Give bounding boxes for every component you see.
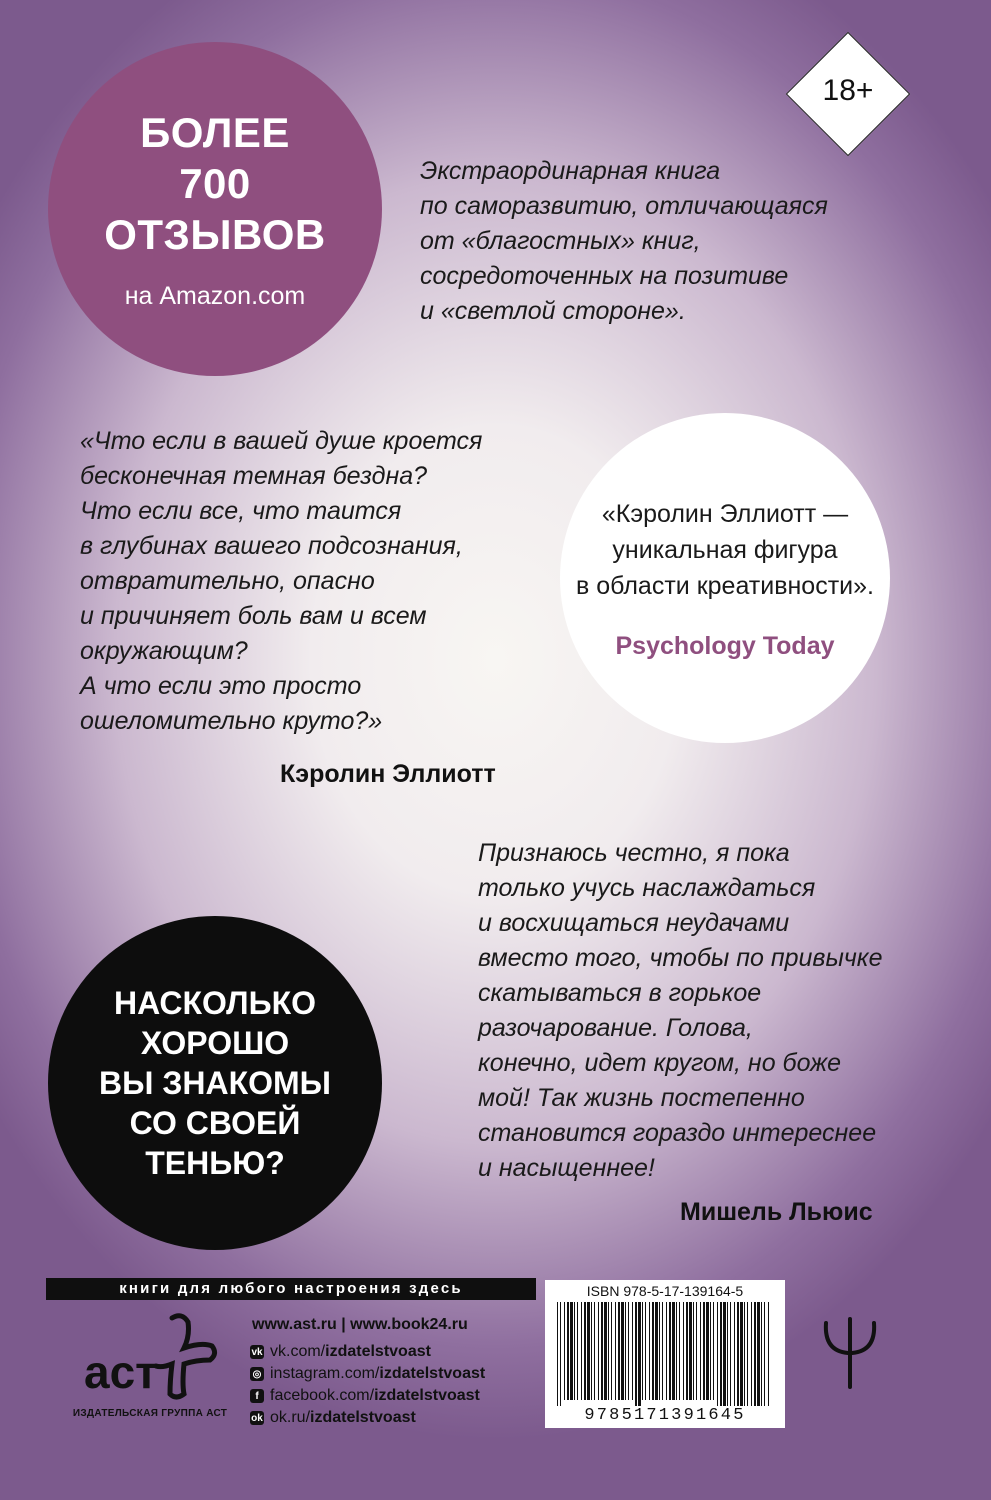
barcode-icon <box>555 1302 775 1406</box>
press-quote-circle <box>560 413 890 743</box>
barcode-bar <box>604 1302 607 1400</box>
barcode-bar <box>632 1302 633 1400</box>
ok-icon: ok <box>251 1412 263 1424</box>
psi-icon <box>820 1315 880 1390</box>
barcode-bar <box>740 1302 743 1406</box>
barcode-bar <box>757 1302 760 1406</box>
barcode-bar <box>655 1302 658 1400</box>
barcode-bar <box>570 1302 573 1400</box>
barcode-bar <box>683 1302 684 1400</box>
social-handle: izdatelstvoast <box>379 1365 486 1382</box>
ast-logo-icon <box>60 1308 240 1404</box>
social-handle: izdatelstvoast <box>310 1409 416 1426</box>
barcode-bar <box>581 1302 582 1400</box>
barcode-bar <box>642 1302 643 1400</box>
barcode-area <box>545 1280 785 1428</box>
barcode-bar <box>662 1302 663 1400</box>
reader-review-author: Мишель Льюис <box>680 1198 873 1226</box>
barcode-bar <box>689 1302 692 1400</box>
barcode-bar <box>710 1302 711 1400</box>
barcode-bar <box>764 1302 765 1406</box>
question-circle <box>48 916 382 1250</box>
barcode-bar <box>730 1302 731 1406</box>
isbn-text: ISBN 978-5-17-139164-5 <box>586 1283 744 1299</box>
ast-logo-text: аст <box>84 1346 158 1398</box>
barcode-bar <box>669 1302 671 1400</box>
question-line-5: ТЕНЬЮ? <box>145 1145 285 1181</box>
badge-line-1: БОЛЕЕ <box>140 109 290 156</box>
vk-icon: vk <box>251 1346 263 1358</box>
reviews-badge <box>48 42 382 376</box>
barcode-bar <box>564 1302 565 1400</box>
question-line-4: СО СВОЕЙ <box>129 1105 301 1141</box>
social-vk[interactable] <box>250 1343 431 1361</box>
ast-logo <box>60 1308 240 1404</box>
barcode-bar <box>717 1302 718 1406</box>
barcode-bar <box>672 1302 675 1400</box>
badge-sub: на Amazon.com <box>124 282 306 310</box>
question-line-3: ВЫ ЗНАКОМЫ <box>99 1065 331 1101</box>
question-line-1: НАСКОЛЬКО <box>113 985 317 1021</box>
facebook-icon: f <box>250 1389 264 1403</box>
barcode-bar <box>608 1302 609 1400</box>
social-facebook[interactable] <box>250 1387 480 1405</box>
social-instagram[interactable] <box>250 1365 485 1383</box>
ean-digits: 9785171391645 <box>584 1406 746 1425</box>
barcode-bar <box>601 1302 603 1400</box>
press-quote-source: Psychology Today <box>615 631 835 660</box>
publisher-sites[interactable]: www.ast.ru | www.book24.ru <box>252 1316 468 1333</box>
barcode-bar <box>560 1302 561 1406</box>
barcode-bar <box>638 1302 641 1406</box>
barcode-bar <box>720 1302 722 1406</box>
book-blurb: Экстраординарная книга по саморазвитию, отличающаяся от «благостных» книг, сосредоточенных на позитиве и «светлой стороне». <box>420 157 828 325</box>
social-prefix: instagram.com/ <box>270 1365 380 1382</box>
barcode-bar <box>700 1302 701 1400</box>
barcode-bar <box>621 1302 624 1400</box>
author-quote-name: Кэролин Эллиотт <box>280 760 496 788</box>
press-quote-line-2: уникальная фигура <box>612 535 838 564</box>
barcode-bar <box>652 1302 654 1400</box>
badge-line-3: ОТЗЫВОВ <box>104 211 326 258</box>
barcode-bar <box>713 1302 714 1400</box>
barcode-bar <box>645 1302 646 1400</box>
slogan-bar: книги для любого настроения здесь <box>46 1278 536 1300</box>
author-quote: «Что если в вашей душе кроется бесконечная темная бездна? Что если все, что таится в глубинах вашего подсознания, отвратительно, опасно и причиняет боль вам и всем окружающим? А что если это просто ошеломительно круто?» <box>80 427 483 735</box>
barcode-bar <box>744 1302 745 1406</box>
barcode-bar <box>768 1302 769 1406</box>
barcode-bar <box>727 1302 728 1406</box>
barcode-bar <box>666 1302 667 1400</box>
barcode-bar <box>723 1302 726 1406</box>
barcode-bar <box>594 1302 595 1400</box>
barcode-bar <box>598 1302 599 1400</box>
reader-review: Признаюсь честно, я пока только учусь наслаждаться и восхищаться неудачами вместо того, чтобы по привычке скатываться в горькое разочарование. Голова, конечно, идет кругом, но боже мой! Так жизнь постепенно становится гораздо интереснее и насыщеннее! <box>478 839 883 1182</box>
barcode-bar <box>693 1302 694 1400</box>
barcode-bar <box>754 1302 756 1406</box>
barcode-bar <box>676 1302 677 1400</box>
barcode-bar <box>703 1302 705 1400</box>
social-handle: izdatelstvoast <box>374 1387 480 1404</box>
barcode-bar <box>615 1302 616 1400</box>
publisher-name: ИЗДАТЕЛЬСКАЯ ГРУППА АСТ <box>72 1408 228 1419</box>
badge-line-2: 700 <box>179 160 251 207</box>
barcode-bar <box>696 1302 697 1400</box>
barcode-bar <box>747 1302 748 1406</box>
instagram-icon: ◎ <box>250 1367 264 1381</box>
barcode-bar <box>734 1302 735 1406</box>
barcode-bar <box>611 1302 612 1400</box>
barcode-bar <box>686 1302 688 1400</box>
barcode-bar <box>591 1302 592 1400</box>
barcode-bar <box>618 1302 620 1400</box>
social-prefix: ok.ru/ <box>270 1409 311 1426</box>
barcode-bar <box>557 1302 558 1406</box>
barcode-bar <box>679 1302 680 1400</box>
social-prefix: facebook.com/ <box>270 1387 375 1404</box>
social-handle: izdatelstvoast <box>325 1343 431 1360</box>
press-quote-line-1: «Кэролин Эллиотт — <box>601 499 849 528</box>
barcode-bar <box>584 1302 586 1400</box>
barcode-bar <box>659 1302 660 1400</box>
barcode-bar <box>751 1302 752 1406</box>
question-line-2: ХОРОШО <box>140 1025 290 1061</box>
barcode-bar <box>567 1302 569 1400</box>
social-ok[interactable] <box>250 1409 416 1427</box>
press-quote-line-3: в области креативности». <box>576 571 874 600</box>
barcode-bar <box>628 1302 629 1400</box>
barcode-bar <box>577 1302 578 1400</box>
age-rating-label: 18+ <box>822 74 874 107</box>
barcode-bar <box>635 1302 637 1406</box>
barcode-bar <box>625 1302 626 1400</box>
barcode-bar <box>737 1302 739 1406</box>
social-prefix: vk.com/ <box>270 1343 326 1360</box>
barcode-bar <box>649 1302 650 1400</box>
barcode-bar <box>587 1302 590 1400</box>
barcode-bar <box>761 1302 762 1406</box>
barcode-bar <box>574 1302 575 1400</box>
barcode-bar <box>706 1302 709 1400</box>
